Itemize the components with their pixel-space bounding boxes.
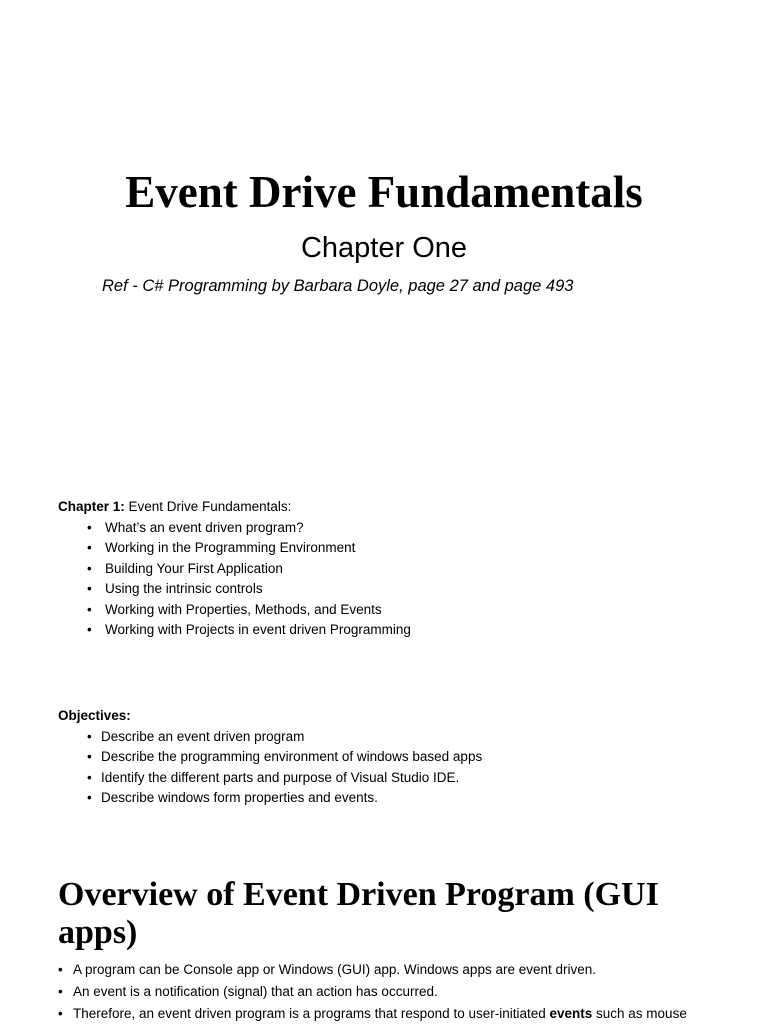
chapter-title: Event Drive Fundamentals: <box>124 499 292 514</box>
bullet-icon: • <box>58 984 63 999</box>
list-item: • Identify the different parts and purpose of Visual Studio IDE. <box>58 768 482 789</box>
chapter-label: Chapter 1: <box>58 499 125 514</box>
list-item: • Describe windows form properties and events. <box>58 788 482 809</box>
bullet-icon: • <box>87 581 92 596</box>
document-title: Event Drive Fundamentals <box>125 167 643 217</box>
bullet-icon: • <box>87 540 92 555</box>
list-item: • Working with Projects in event driven Programming <box>58 620 411 641</box>
bullet-icon: • <box>87 749 92 764</box>
bullet-icon: • <box>87 790 92 805</box>
overview-heading: Overview of Event Driven Program (GUI apps) <box>58 876 659 951</box>
list-item: • What’s an event driven program? <box>58 518 411 539</box>
list-item: • Building Your First Application <box>58 559 411 580</box>
bullet-icon: • <box>87 728 92 744</box>
bullet-icon: • <box>87 519 92 535</box>
bullet-icon: • <box>87 560 92 576</box>
objectives-section <box>58 706 482 809</box>
overview-list <box>58 959 738 1025</box>
list-item: • An event is a notification (signal) that an action has occurred. <box>58 981 738 1003</box>
list-item: • Therefore, an event driven program is a programs that respond to user-initiated events such as mouse <box>58 1003 738 1025</box>
chapter-list <box>58 518 411 641</box>
bullet-icon: • <box>58 962 63 977</box>
bullet-icon: • <box>87 622 92 637</box>
list-item: • Describe the programming environment of windows based apps <box>58 747 482 768</box>
chapter-section <box>58 497 411 641</box>
list-item: • Using the intrinsic controls <box>58 579 411 600</box>
bullet-icon: • <box>58 1006 63 1021</box>
list-item: • A program can be Console app or Windows (GUI) app. Windows apps are event driven. <box>58 959 738 981</box>
list-item: • Working with Properties, Methods, and Events <box>58 600 411 621</box>
bullet-icon: • <box>87 601 92 617</box>
objectives-label: Objectives: <box>58 708 131 723</box>
emphasis-events: events <box>549 1006 593 1021</box>
reference-note: Ref - C# Programming by Barbara Doyle, page 27 and page 493 <box>102 277 574 295</box>
chapter-heading <box>58 497 411 518</box>
list-item: • Describe an event driven program <box>58 727 482 748</box>
objectives-list <box>58 727 482 809</box>
bullet-icon: • <box>87 769 92 785</box>
document-subtitle: Chapter One <box>300 232 468 264</box>
list-item: • Working in the Programming Environment <box>58 538 411 559</box>
objectives-heading <box>58 706 482 727</box>
